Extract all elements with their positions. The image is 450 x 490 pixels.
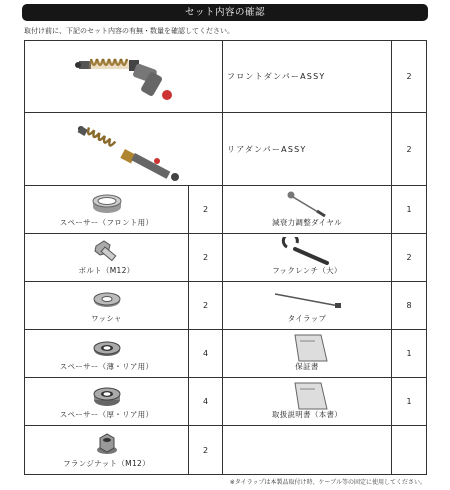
bolt-cell [25,234,189,282]
bolt-name: ボルト（M12） [78,266,135,275]
bolt-image [90,238,124,266]
spacer-front-cell [25,186,189,234]
flange-nut-cell [25,426,189,475]
flange-nut-qty: 2 [189,426,223,475]
table-row [25,113,427,186]
dial-qty: 1 [392,186,427,234]
warranty-cell [223,330,392,378]
spacer-thick-cell [25,378,189,426]
table-row [25,330,427,378]
table-row [25,186,427,234]
section-title-bar [22,4,428,21]
dial-image [277,189,337,219]
tie-wrap-name: タイラップ [287,314,327,323]
tie-wrap-qty: 8 [392,282,427,330]
table-row [25,426,427,475]
flange-nut-image [90,430,124,458]
manual-qty: 1 [392,378,427,426]
spacer-front-name: スペーサー（フロント用） [59,218,154,227]
hook-wrench-qty: 2 [392,234,427,282]
rear-damper-name: リアダンパーASSY [223,113,392,186]
manual-cell [223,378,392,426]
washer-qty: 2 [189,282,223,330]
bolt-qty: 2 [189,234,223,282]
rear-damper-image [25,113,223,185]
manual-doc-image [277,381,337,411]
warranty-doc-image [277,333,337,363]
footnote: ※タイラップは本製品取付け時、ケーブル等の固定に使用してください。 [229,479,426,486]
table-row [25,282,427,330]
table-row [25,41,427,113]
spacer-thick-qty: 4 [189,378,223,426]
parts-table [24,40,427,475]
intro-text: 取付け前に、下記のセット内容の有無・数量を確認してください。 [24,27,234,35]
tie-wrap-image [267,288,347,312]
spacer-thin-cell [25,330,189,378]
spacer-thin-name: スペーサー（薄・リア用） [59,362,154,371]
hook-wrench-cell [223,234,392,282]
dial-cell [223,186,392,234]
warranty-name: 保証書 [295,362,319,371]
washer-image [90,288,124,312]
hook-wrench-image [277,237,337,267]
table-row [25,234,427,282]
spacer-front-qty: 2 [189,186,223,234]
section-title: セット内容の確認 [184,7,265,18]
front-damper-qty: 2 [392,41,427,113]
spacer-thick-name: スペーサー（厚・リア用） [59,410,154,419]
front-damper-image [25,41,223,112]
front-damper-image-cell [25,41,223,113]
hook-wrench-name: フックレンチ（大） [272,266,342,275]
manual-name: 取扱説明書（本書） [271,410,343,419]
flange-nut-name: フランジナット（M12） [63,459,150,468]
dial-name: 減衰力調整ダイヤル [272,218,342,227]
rear-damper-image-cell [25,113,223,186]
table-row [25,378,427,426]
spacer-thick-image [90,383,124,409]
spacer-thin-image [90,336,124,360]
spacer-thin-qty: 4 [189,330,223,378]
front-damper-name: フロントダンパーASSY [223,41,392,113]
warranty-qty: 1 [392,330,427,378]
washer-name: ワッシャ [91,314,122,323]
tie-wrap-cell [223,282,392,330]
empty-cell [223,426,392,475]
rear-damper-qty: 2 [392,113,427,186]
washer-cell [25,282,189,330]
spacer-front-image [90,192,124,216]
empty-qty-cell [392,426,427,475]
